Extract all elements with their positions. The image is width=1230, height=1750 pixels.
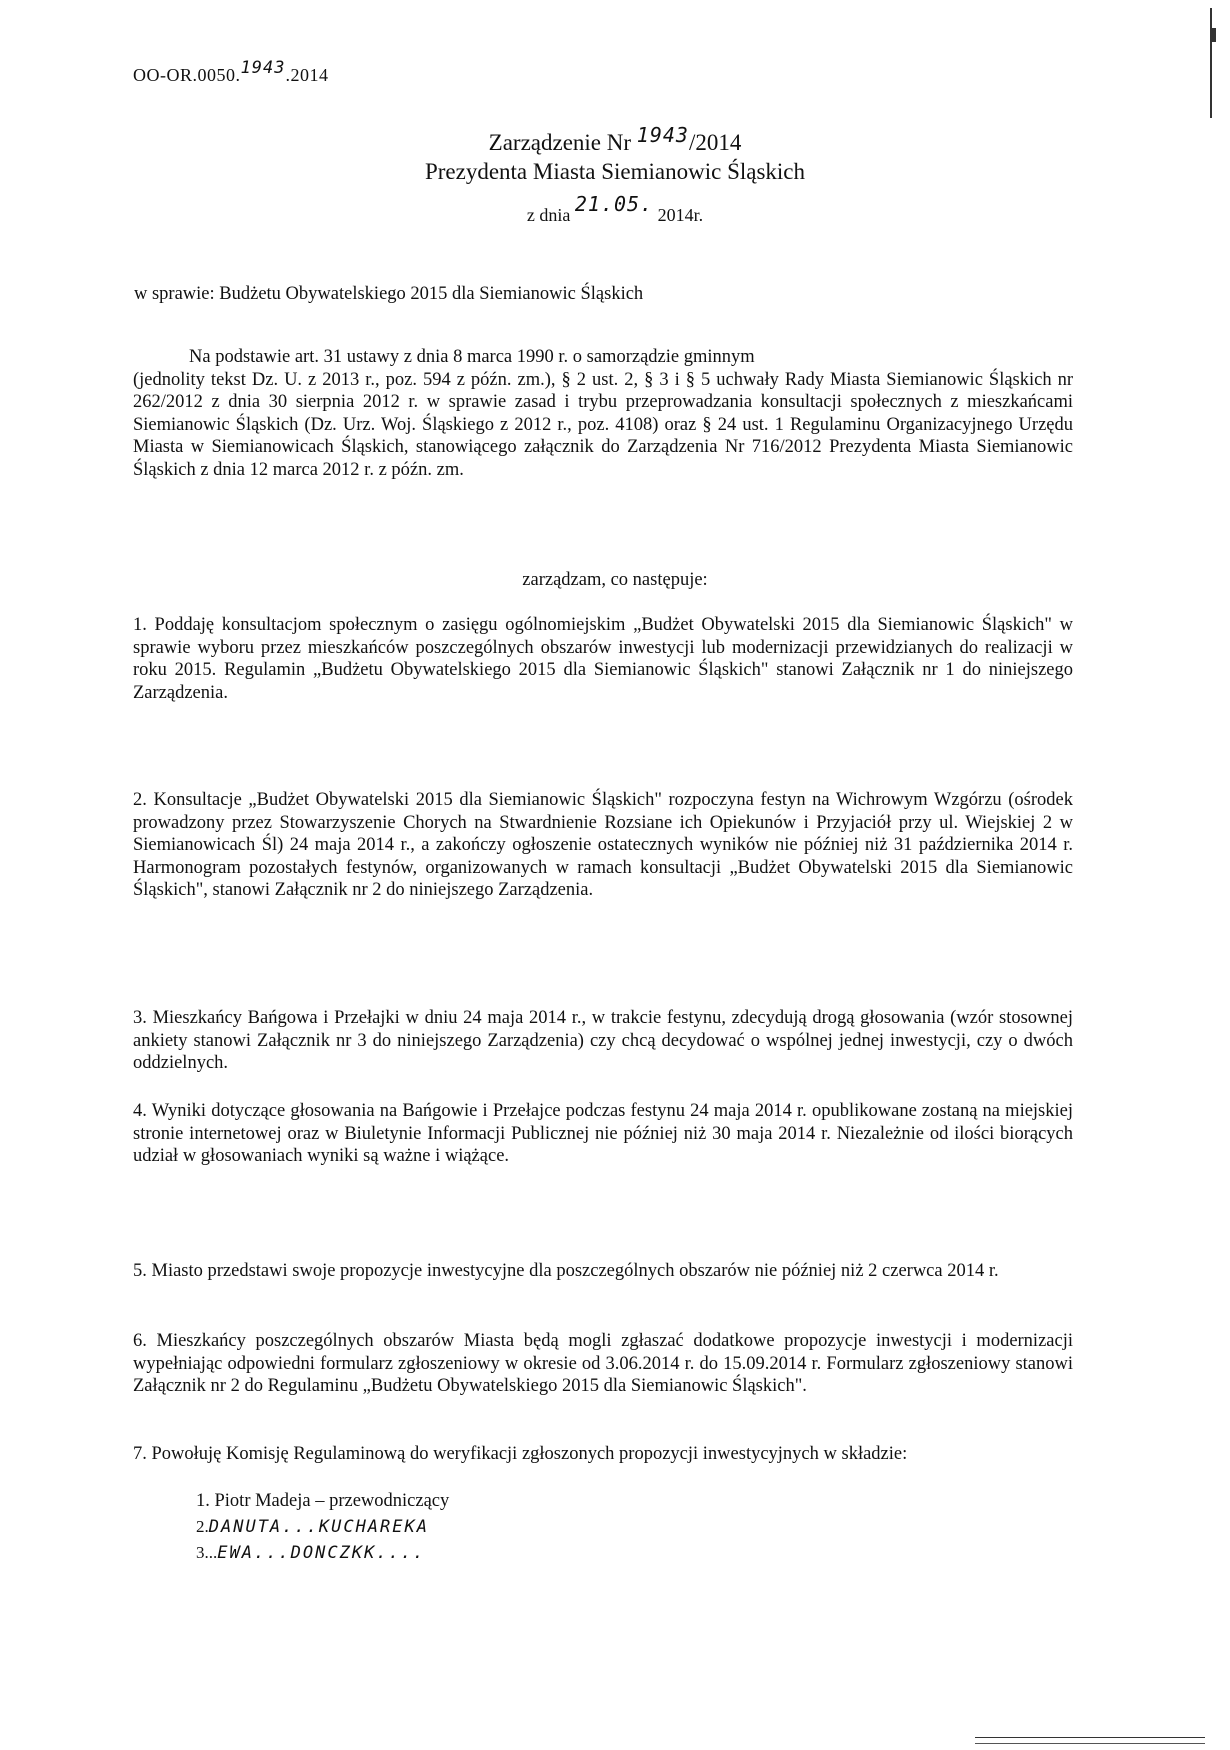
paragraph-4: 4. Wyniki dotyczące głosowania na Bańgowie i Przełajce podczas festynu 24 maja 2014 r. opublikowane zostaną na miejskiej stronie internetowej oraz w Biuletynie Informacji Publicznej nie później niż 30 maja 2014 r. Niezależnie od ilości biorących udział w głosowaniach wyniki są ważne i wiążące. — [133, 1101, 1073, 1166]
order-date — [0, 192, 1230, 229]
paragraph-2: 2. Konsultacje „Budżet Obywatelski 2015 dla Siemianowic Śląskich" rozpoczyna festyn na Wichrowym Wzgórzu (ośrodek prowadzony przez Stowarzyszenie Chorych na Stwardnienie Rozsiane ich Opiekunów i Przyjaciół przy ul. Wiejskiej 2 w Siemianowicach Śl) 24 maja 2014 r., a zakończy ogłoszenie ostatecznych wyników nie później niż 31 października 2014 r. Harmonogram pozostałych festynów, organizowanych w ramach konsultacji „Budżet Obywatelski 2015 dla Siemianowic Śląskich", stanowi Załącznik nr 2 do niniejszego Zarządzenia. — [133, 790, 1073, 900]
title-prefix: Zarządzenie Nr — [488, 130, 637, 155]
paragraph-3: 3. Mieszkańcy Bańgowa i Przełajki w dniu 24 maja 2014 r., w trakcie festynu, zdecydują drogą głosowania (wzór stosownej ankiety stanowi Załącznik nr 3 do niniejszego Zarządzenia) czy chcą decydować o wspólnej jednej inwestycji, czy o dwóch oddzielnych. — [133, 1008, 1073, 1073]
scan-edge-tick — [1210, 28, 1216, 42]
legal-basis-first-line: Na podstawie art. 31 ustawy z dnia 8 marca 1990 r. o samorządzie gminnym — [189, 347, 755, 367]
subject-line: w sprawie: Budżetu Obywatelskiego 2015 dla Siemianowic Śląskich — [134, 284, 644, 304]
reference-suffix: .2014 — [285, 65, 329, 85]
paragraph-5: 5. Miasto przedstawi swoje propozycje inwestycyjne dla poszczególnych obszarów nie później niż 2 czerwca 2014 r. — [133, 1261, 999, 1281]
order-phrase: zarządzam, co następuje: — [522, 570, 708, 590]
order-number-handwritten: 1943 — [636, 123, 689, 147]
date-handwritten: 21.05. — [574, 192, 654, 216]
date-suffix: 2014r. — [653, 205, 704, 225]
reference-number-handwritten: 1943 — [240, 58, 286, 78]
title-suffix: /2014 — [688, 130, 742, 155]
paragraph-6: 6. Mieszkańcy poszczególnych obszarów Miasta będą mogli zgłaszać dodatkowe propozycje inwestycji i modernizacji wypełniając odpowiedni formularz zgłoszeniowy w okresie od 3.06.2014 r. do 15.09.2014 r. Formularz zgłoszeniowy stanowi Załącznik nr 2 do Regulaminu „Budżetu Obywatelskiego 2015 dla Siemianowic Śląskich". — [133, 1331, 1073, 1396]
member-number: 3... — [196, 1543, 218, 1562]
committee-member — [196, 1488, 449, 1514]
member-number: 1. — [196, 1491, 215, 1511]
member-number: 2. — [196, 1517, 209, 1536]
member-name-handwritten: DANUTA...KUCHAREKA — [208, 1517, 429, 1537]
legal-basis — [133, 346, 1073, 481]
date-prefix: z dnia — [526, 205, 575, 225]
paragraph-1: 1. Poddaję konsultacjom społecznym o zasięgu ogólnomiejskim „Budżet Obywatelski 2015 dla Siemianowic Śląskich" w sprawie wyboru przez mieszkańców poszczególnych obszarów inwestycji lub modernizacji przewidzianych do realizacji w roku 2015. Regulamin „Budżetu Obywatelskiego 2015 dla Siemianowic Śląskich" stanowi Załącznik nr 1 do niniejszego Zarządzenia. — [133, 615, 1073, 703]
paragraph-7: 7. Powołuję Komisję Regulaminową do weryfikacji zgłoszonych propozycji inwestycyjnych w składzie: — [133, 1444, 908, 1464]
scan-edge-mark — [1210, 8, 1212, 118]
reference-number — [133, 58, 329, 88]
footer-rule — [975, 1737, 1205, 1738]
member-name-handwritten: EWA...DONCZKK.... — [217, 1543, 426, 1563]
committee-list — [196, 1488, 449, 1566]
issuer-title: Prezydenta Miasta Siemianowic Śląskich — [424, 159, 806, 184]
committee-member — [196, 1540, 449, 1566]
member-name: Piotr Madeja – przewodniczący — [214, 1491, 450, 1511]
order-title — [0, 123, 1230, 157]
committee-member — [196, 1514, 449, 1540]
legal-basis-rest: (jednolity tekst Dz. U. z 2013 r., poz. 594 z późn. zm.), § 2 ust. 2, § 3 i § 5 uchwały Rady Miasta Siemianowic Śląskich nr 262/2012 z dnia 30 sierpnia 2012 r. w sprawie zasad i trybu przeprowadzania konsultacji społecznych z mieszkańcami Siemianowic Śląskich (Dz. Urz. Woj. Śląskiego z 2012 r., poz. 4108) oraz § 24 ust. 1 Regulaminu Organizacyjnego Urzędu Miasta w Siemianowicach Śląskich, stanowiącego załącznik do Zarządzenia Nr 716/2012 Prezydenta Miasta Siemianowic Śląskich z dnia 12 marca 2012 r. z późn. zm. — [133, 369, 1073, 480]
footer-rule — [975, 1743, 1205, 1744]
reference-prefix: OO-OR.0050. — [133, 65, 241, 85]
